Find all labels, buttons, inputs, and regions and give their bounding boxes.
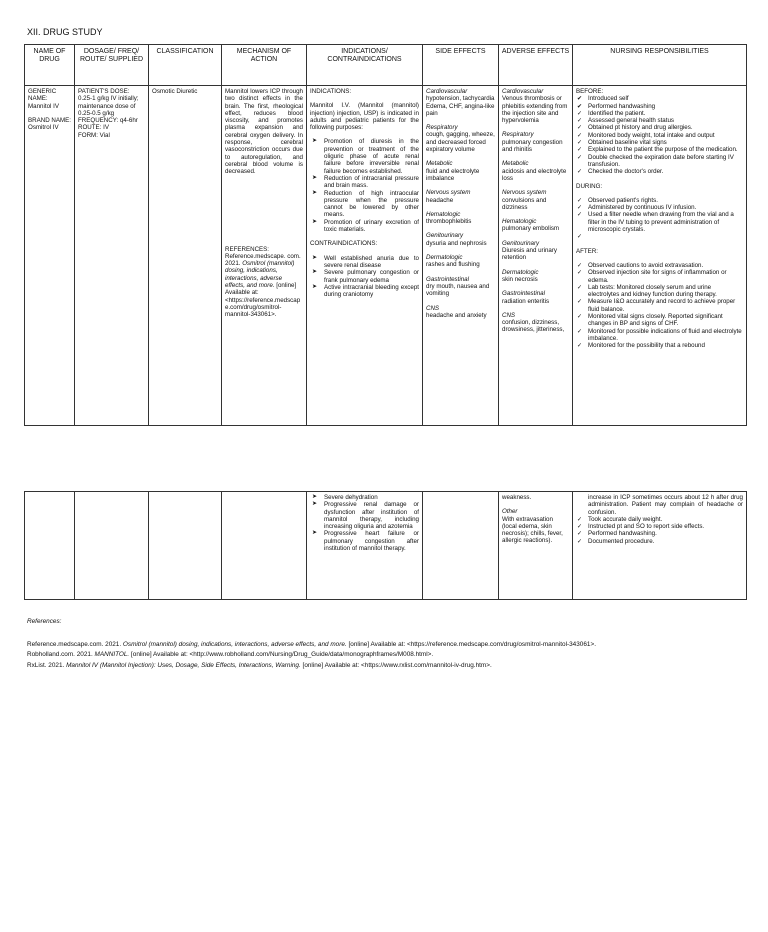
list-item: ✓ Explained to the patient the purpose of the medication.: [588, 146, 743, 153]
after-list: [576, 262, 743, 350]
system-label: Nervous system: [502, 189, 547, 197]
list-item: ➤ Promotion of urinary excretion of toxic materials.: [324, 219, 419, 234]
list-item: ➤ Reduction of intracranial pressure and brain mass.: [324, 175, 419, 190]
system-label: Respiratory: [426, 124, 458, 132]
contraindications-list-cont: [310, 494, 419, 552]
mechanism-cell: [222, 86, 307, 426]
adverse-effect-group: [502, 240, 569, 262]
effect-text: fluid and electrolyte imbalance: [426, 167, 480, 182]
adverse-effect-group: [502, 312, 569, 334]
system-label: Hematologic: [502, 218, 537, 226]
side-effect-group: [426, 211, 495, 226]
effect-text: convulsions and dizziness: [502, 196, 547, 211]
reference-title: MANNITOL.: [94, 651, 130, 658]
references-label: REFERENCES:: [225, 245, 270, 253]
contraindications-label: CONTRAINDICATIONS:: [310, 240, 378, 248]
reference-entry: [27, 650, 747, 661]
before-label: BEFORE:: [576, 88, 604, 95]
effect-text: Diuresis and urinary retention: [502, 247, 558, 262]
col-header-dosage: DOSAGE/ FREQ/ ROUTE/ SUPPLIED: [75, 45, 149, 86]
list-item: ✓ Obtained pt history and drug allergies.: [588, 124, 743, 131]
effect-text: confusion, dizziness, drowsiness, jitteriness,: [502, 319, 565, 334]
adverse-effects-cell: [499, 86, 573, 426]
references-heading: References:: [27, 618, 62, 625]
during-label: DURING:: [576, 182, 603, 190]
system-label: Hematologic: [426, 210, 461, 218]
list-item: ✓ Monitored for the possibility that a rebound: [588, 342, 743, 349]
effect-text: rashes and flushing: [426, 261, 480, 269]
reference-title: Osmitrol (mannitol) dosing, indications, interactions, adverse effects, and more.: [122, 640, 347, 648]
list-item: ✓ Documented procedure.: [588, 538, 743, 545]
system-label: Cardiovascular: [502, 88, 544, 95]
effect-text: pulmonary embolism: [502, 225, 560, 233]
effect-text: dry mouth, nausea and vomiting: [426, 282, 490, 298]
effect-text: radiation enteritis: [502, 297, 550, 305]
adverse-effect-group: [502, 160, 569, 182]
drug-study-table: [24, 44, 747, 426]
side-effect-group: [426, 124, 495, 153]
reference-entry: [27, 640, 747, 651]
form: FORM: Vial: [78, 131, 110, 139]
dosage-cell: [75, 86, 149, 426]
side-effect-group: [426, 254, 495, 269]
list-item: ➤ Progressive renal damage or dysfunction after institution of mannitol therapy, including increasing oliguria and azotemia: [324, 501, 419, 530]
empty-cell: [75, 492, 149, 600]
effect-text: Venous thrombosis or phlebitis extending from the injection site and hypervolemia: [502, 95, 568, 125]
side-effect-group: [426, 88, 495, 117]
list-item: ➤ Reduction of high intraocular pressure when the pressure cannot be lowered by other means.: [324, 190, 419, 219]
adverse-effect-group: [502, 189, 569, 211]
empty-cell: [222, 492, 307, 600]
effect-text: With extravasation (local edema, skin necrosis); chills, fever, allergic reactions).: [502, 515, 563, 545]
page-title: XII. DRUG STUDY: [27, 27, 103, 37]
col-header-adverse-effects: ADVERSE EFFECTS: [499, 45, 573, 86]
list-item: ✓ Identified the patient.: [588, 110, 743, 117]
list-item: ➤ Well established anuria due to severe renal disease: [324, 255, 419, 270]
effect-text: skin necrosis: [502, 275, 538, 283]
reference-lead: Reference.medscape. com. 2021.: [225, 252, 301, 268]
list-item: ✓ Observed cautions to avoid extravasation.: [588, 262, 743, 269]
list-item: ➤ Progressive heart failure or pulmonary congestion after institution of mannitol therapy.: [324, 530, 419, 552]
patient-dose: PATIENT'S DOSE: 0.25-1 g/kg IV initially; maintenance dose of 0.25-0.5 g/kg: [78, 88, 139, 117]
header-row: [25, 45, 747, 86]
system-label: Nervous system: [426, 189, 471, 197]
contraindications-list: [310, 255, 419, 299]
list-item: ✓ Measure I&O accurately and record to achieve proper fluid balance.: [588, 298, 743, 313]
after-label: AFTER:: [576, 247, 599, 255]
effect-text: thrombophlebitis: [426, 218, 472, 226]
effect-text: acidosis and electrolyte loss: [502, 167, 567, 182]
side-effect-group: [426, 305, 495, 320]
system-label: CNS: [502, 311, 516, 319]
system-label: Genitourinary: [426, 232, 464, 240]
list-item: ✓ Checked the doctor's order.: [588, 168, 743, 175]
drug-row: [25, 86, 747, 426]
route: ROUTE: IV: [78, 124, 109, 132]
drug-name-cell: [25, 86, 75, 426]
system-label: CNS: [426, 304, 440, 312]
reference-lead: Reference.medscape.com. 2021.: [27, 640, 122, 648]
system-label: Dermatologic: [426, 254, 463, 262]
system-label: Respiratory: [502, 131, 534, 139]
system-label: Metabolic: [502, 160, 529, 168]
col-header-mechanism: MECHANISM OF ACTION: [222, 45, 307, 86]
indications-intro: Mannitol I.V. (Mannitol (mannitol) injection) injection, USP) is indicated in adults and pediatric patients for the following purposes:: [310, 102, 419, 132]
side-effect-group: [426, 276, 495, 298]
system-label: Other: [502, 508, 518, 516]
system-label: Cardiovascular: [426, 88, 468, 95]
reference-link: [online] Available at: <http://www.robholland.com/Nursing/Drug_Guide/data/monographframes/M008.html>.: [130, 651, 434, 658]
reference-entry: [27, 661, 747, 672]
indications-cell: [307, 86, 423, 426]
system-label: Gastrointestinal: [502, 290, 545, 298]
list-item: ✓ Obtained baseline vital signs: [588, 139, 743, 146]
effect-text: headache: [426, 196, 454, 204]
effect-text: dysuria and nephrosis: [426, 239, 487, 247]
col-header-classification: CLASSIFICATION: [149, 45, 222, 86]
system-label: Gastrointestinal: [426, 275, 469, 283]
reference-lead: RxList. 2021.: [27, 661, 65, 669]
side-effect-group: [426, 189, 495, 204]
drug-row-continued: [25, 492, 747, 600]
effect-text: headache and anxiety: [426, 311, 487, 319]
empty-cell: [149, 492, 222, 600]
before-list: [576, 95, 743, 110]
system-label: Genitourinary: [502, 239, 540, 247]
system-label: Metabolic: [426, 160, 453, 168]
list-item: [588, 233, 743, 240]
reference-title: Mannitol IV (Mannitol Injection): Uses, Dosage, Side Effects, Interactions, Warning.: [66, 661, 301, 669]
before-list-cont: [576, 110, 743, 176]
effect-text: hypotension, tachycardia Edema, CHF, angina-like pain: [426, 95, 495, 117]
brand-name: BRAND NAME: Osmitrol IV: [28, 116, 71, 132]
side-effects-cell: [423, 86, 499, 426]
list-item: ➤ Severe pulmonary congestion or frank pulmonary edema: [324, 269, 419, 284]
list-item: ✓ Monitored vital signs closely. Reported significant changes in BP and signs of CHF.: [588, 313, 743, 328]
effect-text: cough, gagging, wheeze, and decreased forced expiratory volume: [426, 131, 495, 154]
frequency: FREQUENCY: q4-6hr: [78, 117, 138, 125]
adverse-effect-group: [502, 218, 569, 233]
mechanism-text: Mannitol lowers ICP through two distinct effects in the brain. The first, rheological effect, reduces blood viscosity, and promotes plasma expansion and cerebral oxygen delivery. In response, cerebral vasoconstriction occurs due to autoregulation, and cerebral blood volume is decreased.: [225, 88, 303, 176]
col-header-nursing: NURSING RESPONSIBILITIES: [573, 45, 747, 86]
col-header-indications: INDICATIONS/ CONTRAINDICATIONS: [307, 45, 423, 86]
list-item: ✓ Monitored body weight, total intake and output: [588, 132, 743, 139]
system-label: Dermatologic: [502, 268, 539, 276]
list-item: ✓ Lab tests: Monitored closely serum and urine electrolytes and kidney function during therapy.: [588, 284, 743, 299]
list-item: ➤ Severe dehydration: [324, 494, 419, 501]
list-item: ✓ Performed handwashing.: [588, 530, 743, 537]
list-item: ✓ Observed patient's rights.: [588, 197, 743, 204]
during-list: [576, 197, 743, 241]
effect-text: pulmonary congestion and rhinitis: [502, 138, 563, 154]
list-item: ✓ Double checked the expiration date before starting IV transfusion.: [588, 154, 743, 169]
reference-title: Osmitrol (mannitol) dosing, indications, interactions, adverse effects, and more.: [225, 260, 295, 290]
list-item: ✓ Administered by continuous IV infusion.: [588, 204, 743, 211]
adverse-effect-group: [502, 88, 569, 124]
indications-list: [310, 138, 419, 233]
references-section: [27, 617, 747, 671]
list-item: ✓ Took accurate daily weight.: [588, 516, 743, 523]
classification-cell: Osmotic Diuretic: [149, 86, 222, 426]
adverse-effect-group: [502, 131, 569, 153]
contraindications-cont-cell: [307, 492, 423, 600]
side-effect-group: [426, 232, 495, 247]
list-item: ✓ Instructed pt and SO to report side effects.: [588, 523, 743, 530]
empty-cell: [25, 492, 75, 600]
list-item: ✔ Performed handwashing: [588, 103, 743, 110]
list-item: ✔ Introduced self: [588, 95, 743, 102]
list-item: ✓ Monitored for possible indications of fluid and electrolyte imbalance.: [588, 328, 743, 343]
list-item: ➤ Active intracranial bleeding except during craniotomy: [324, 284, 419, 299]
list-item: ➤ Promotion of diuresis in the prevention or treatment of the oliguric phase of acute renal failure before irreversible renal failure becomes established.: [324, 138, 419, 174]
drug-study-table-continued: [24, 491, 747, 600]
empty-cell: [423, 492, 499, 600]
list-item: ✓ Observed injection site for signs of inflammation or edema.: [588, 269, 743, 284]
col-header-side-effects: SIDE EFFECTS: [423, 45, 499, 86]
nursing-cont-text: increase in ICP sometimes occurs about 12 h after drug administration. Patient may complain of headache or confusion.: [588, 494, 743, 516]
effect-text: weakness.: [502, 494, 532, 501]
adverse-effect-group: [502, 290, 569, 305]
list-item: ✓ Assessed general health status: [588, 117, 743, 124]
adverse-cont-cell: [499, 492, 573, 600]
reference-link: [online] Available at: <https://reference.medscape.com/drug/osmitrol-mannitol-343061>.: [225, 282, 301, 319]
after-list-cont: [576, 516, 743, 545]
side-effect-group: [426, 160, 495, 182]
nursing-cont-cell: [573, 492, 747, 600]
reference-lead: Robholland.com. 2021.: [27, 651, 93, 658]
indications-label: INDICATIONS:: [310, 88, 352, 95]
reference-link: [online] Available at: <https://www.rxlist.com/mannitol-iv-drug.htm>.: [302, 661, 492, 669]
nursing-cell: [573, 86, 747, 426]
generic-name: GENERIC NAME: Mannitol IV: [28, 88, 59, 110]
list-item: ✓ Used a filter needle when drawing from the vial and a filter in the IV tubing to prevent administration of microscopic crystals.: [588, 211, 743, 233]
adverse-effect-group: [502, 269, 569, 284]
col-header-name: NAME OF DRUG: [25, 45, 75, 86]
reference-link: [online] Available at: <https://reference.medscape.com/drug/osmitrol-mannitol-343061>.: [348, 640, 596, 648]
